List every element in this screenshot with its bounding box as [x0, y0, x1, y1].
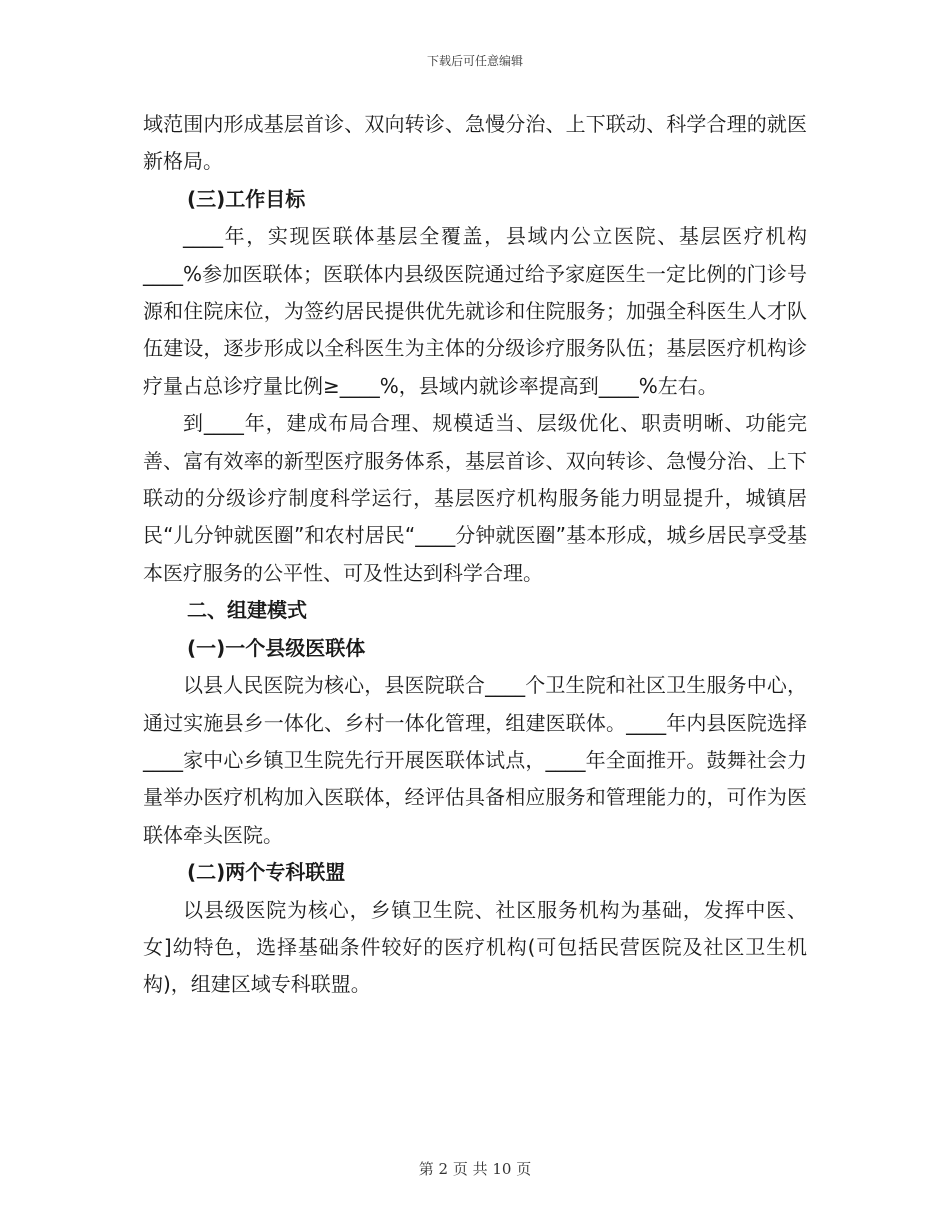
paragraph-goals-1: ____年，实现医联体基层全覆盖，县域内公立医院、基层医疗机构____%参加医联体；医联体内县级医院通过给予家庭医生一定比例的门诊号源和住院床位，为签约居民提供优先就诊和住院服务；加强全科医生人才队伍建设，逐步形成以全科医生为主体的分级诊疗服务队伍；基层医疗机构诊疗量占总诊疗量比例≥____%，县域内就诊率提高到____%左右。 [143, 224, 807, 398]
heading-work-goals: (三)工作目标 [187, 186, 306, 211]
heading-organization-mode: 二、组建模式 [187, 598, 307, 623]
page-footer: 第 2 页 共 10 页 [418, 1160, 532, 1178]
heading-county-alliance: (一)一个县级医联体 [187, 635, 366, 660]
paragraph-goals-2: 到____年，建成布局合理、规模适当、层级优化、职责明晰、功能完善、富有效率的新型医疗服务体系，基层首诊、双向转诊、急慢分治、上下联动的分级诊疗制度科学运行，基层医疗机构服务能力明显提升，城镇居民“儿分钟就医圈”和农村居民“____分钟就医圈”基本形成，城乡居民享受基本医疗服务的公平性、可及性达到科学合理。 [143, 411, 807, 585]
document-body [143, 106, 807, 1004]
header-note: 下载后可任意编辑 [426, 54, 523, 68]
paragraph-intro-continuation: 域范围内形成基层首诊、双向转诊、急慢分治、上下联动、科学合理的就医新格局。 [143, 112, 807, 174]
paragraph-county-alliance: 以县人民医院为核心，县医院联合____个卫生院和社区卫生服务中心，通过实施县乡一体化、乡村一体化管理，组建医联体。____年内县医院选择____家中心乡镇卫生院先行开展医联体试点，____年全面推开。鼓舞社会力量举办医疗机构加入医联体，经评估具备相应服务和管理能力的，可作为医联体牵头医院。 [143, 673, 807, 847]
paragraph-specialty-alliances: 以县级医院为核心，乡镇卫生院、社区服务机构为基础，发挥中医、女]幼特色，选择基础条件较好的医疗机构(可包括民营医院及社区卫生机构)，组建区域专科联盟。 [143, 897, 807, 997]
heading-specialty-alliances: (二)两个专科联盟 [187, 860, 346, 885]
